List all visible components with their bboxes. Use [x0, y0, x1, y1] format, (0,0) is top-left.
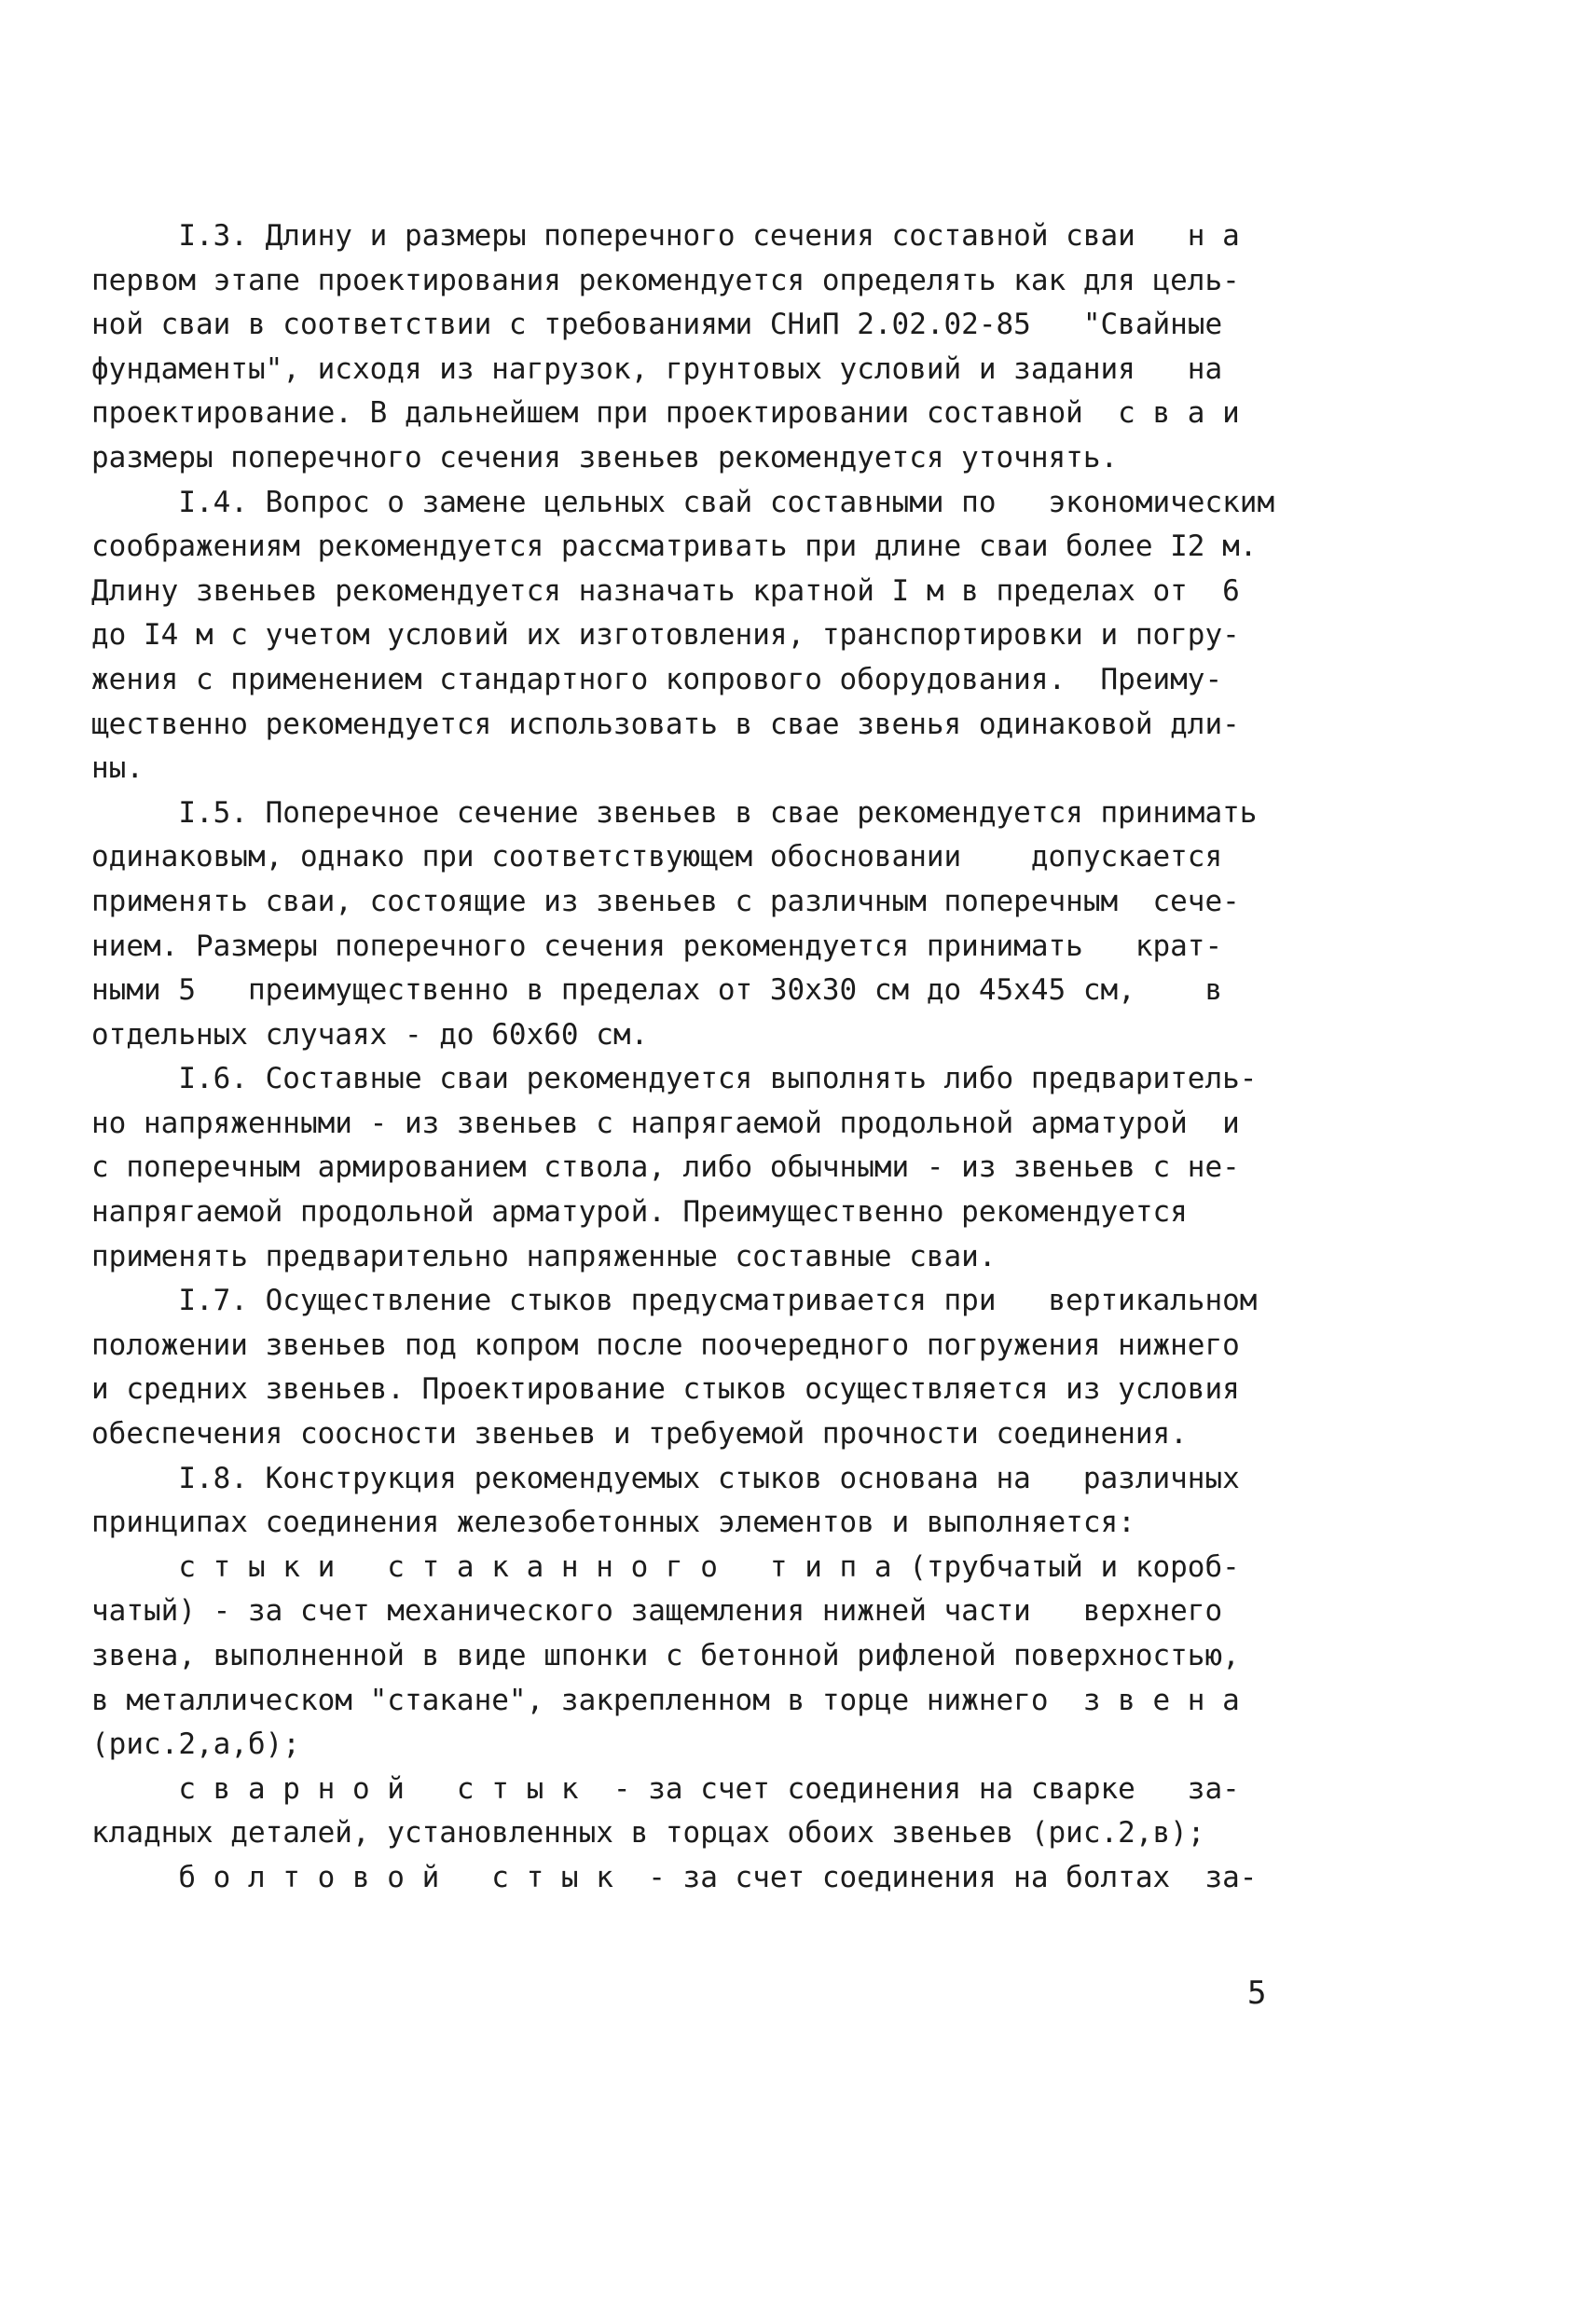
text-line: I.7. Осуществление стыков предусматривается при вертикальном [91, 1284, 1258, 1318]
text-line: одинаковым, однако при соответствующем обосновании допускается [91, 840, 1223, 874]
text-line: применять сваи, состоящие из звеньев с различным поперечным сече- [91, 884, 1240, 918]
text-line: и средних звеньев. Проектирование стыков осуществляется из условия [91, 1372, 1240, 1407]
text-line: в металлическом "стакане", закрепленном в торце нижнего з в е н а [91, 1683, 1240, 1717]
text-line: с поперечным армированием ствола, либо обычными - из звеньев с не- [91, 1150, 1240, 1185]
text-line: I.4. Вопрос о замене цельных свай составными по экономическим [91, 485, 1275, 519]
text-line: чатый) - за счет механического защемления нижней части верхнего [91, 1594, 1223, 1629]
text-line: принципах соединения железобетонных элементов и выполняется: [91, 1506, 1135, 1540]
text-line: положении звеньев под копром после поочередного погружения нижнего [91, 1328, 1240, 1362]
text-line: I.5. Поперечное сечение звеньев в свае рекомендуется принимать [91, 795, 1258, 830]
text-line: проектирование. В дальнейшем при проектировании составной с в а и [91, 396, 1240, 431]
text-line: первом этапе проектирования рекомендуется определять как для цель- [91, 263, 1240, 297]
text-line: б о л т о в о й с т ы к - за счет соединения на болтах за- [91, 1860, 1258, 1894]
text-line: обеспечения соосности звеньев и требуемой прочности соединения. [91, 1417, 1188, 1452]
text-line: кладных деталей, установленных в торцах обоих звеньев (рис.2,в); [91, 1816, 1205, 1851]
text-line: звена, выполненной в виде шпонки с бетонной рифленой поверхностью, [91, 1639, 1240, 1672]
body-text [91, 214, 1303, 1901]
text-line: ной сваи в соответствии с требованиями СНиП 2.02.02-85 "Свайные [91, 308, 1223, 342]
text-line: отдельных случаях - до 60х60 см. [91, 1017, 649, 1052]
text-line: I.8. Конструкция рекомендуемых стыков основана на различных [91, 1461, 1240, 1495]
text-line: (рис.2,а,б); [91, 1727, 300, 1762]
text-line: ны. [91, 751, 144, 786]
text-line: напрягаемой продольной арматурой. Преимущественно рекомендуется [91, 1195, 1188, 1230]
text-line: до I4 м с учетом условий их изготовления, транспортировки и погру- [91, 618, 1240, 653]
text-line: фундаменты", исходя из нагрузок, грунтовых условий и задания на [91, 351, 1223, 386]
text-line: соображениям рекомендуется рассматривать при длине сваи более I2 м. [91, 530, 1258, 564]
text-line: щественно рекомендуется использовать в свае звенья одинаковой дли- [91, 707, 1240, 741]
page-number: 5 [1247, 1975, 1267, 2012]
text-line: нием. Размеры поперечного сечения рекомендуется принимать крат- [91, 929, 1223, 963]
text-line: жения с применением стандартного копрового оборудования. Преиму- [91, 662, 1223, 696]
text-line: с в а р н о й с т ы к - за счет соединения на сварке за- [91, 1771, 1240, 1806]
text-line: Длину звеньев рекомендуется назначать кратной I м в пределах от 6 [91, 573, 1240, 608]
text-line: но напряженными - из звеньев с напрягаемой продольной арматурой и [91, 1106, 1240, 1140]
text-line: с т ы к и с т а к а н н о г о т и п а (трубчатый и короб- [91, 1549, 1240, 1584]
text-line: размеры поперечного сечения звеньев рекомендуется уточнять. [91, 440, 1119, 475]
text-line: I.6. Составные сваи рекомендуется выполнять либо предваритель- [91, 1062, 1258, 1096]
text-line: применять предварительно напряженные составные сваи. [91, 1239, 997, 1273]
text-line: I.3. Длину и размеры поперечного сечения составной сваи н а [91, 219, 1240, 253]
text-line: ными 5 преимущественно в пределах от 30х30 см до 45х45 см, в [91, 973, 1223, 1008]
